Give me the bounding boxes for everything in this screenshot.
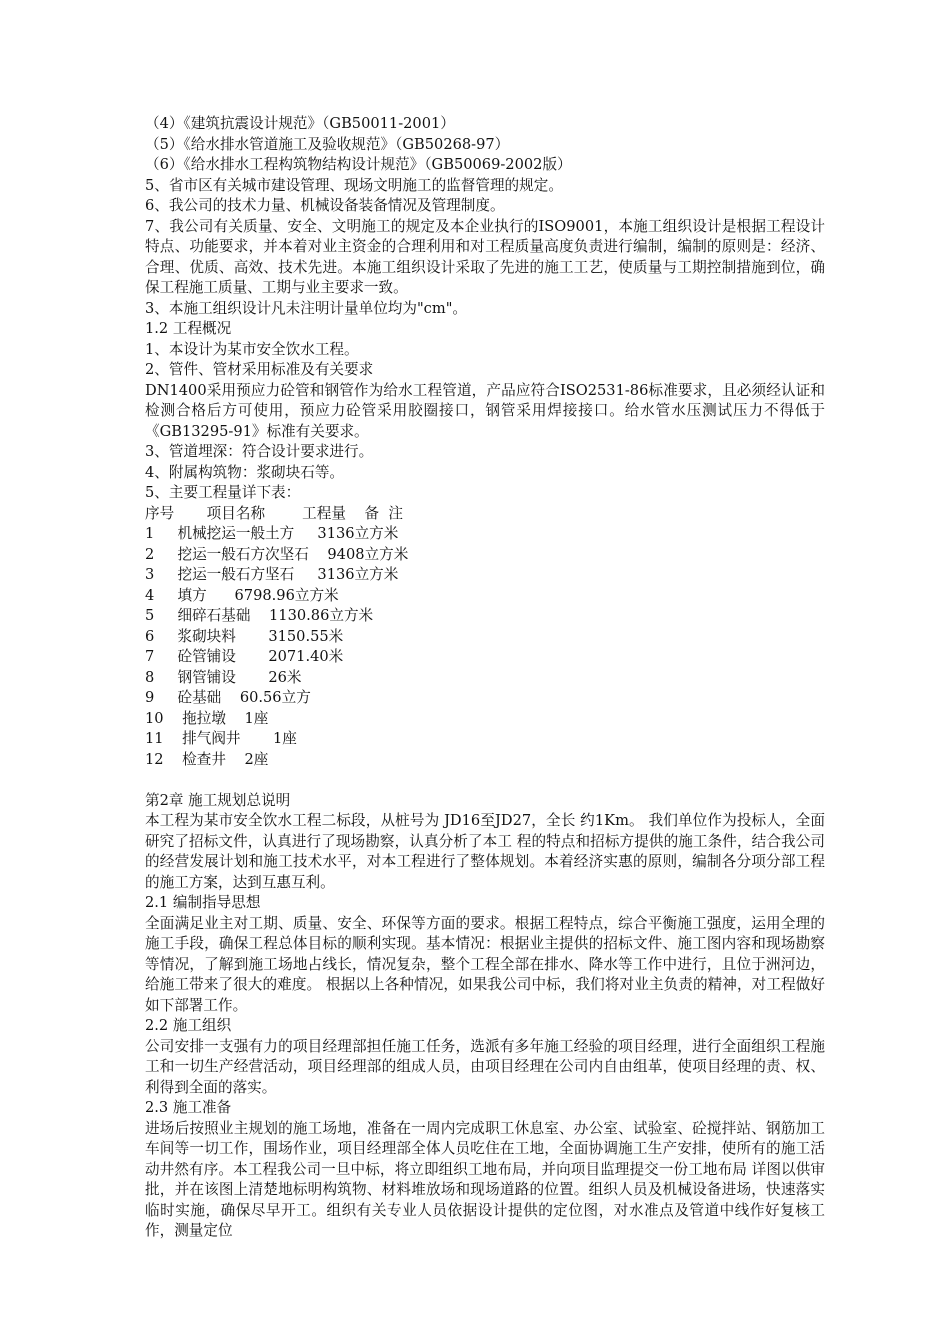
table-row: 12 检查井 2座 [145, 750, 269, 768]
overview-item-1: 1、本设计为某市安全饮水工程。 [145, 340, 359, 358]
table-row: 3 挖运一般石方坚石 3136立方米 [145, 566, 399, 583]
section-2-2-body: 公司安排一支强有力的项目经理部担任施工任务，选派有多年施工经验的项目经理，进行全面组织工程施工和一切生产经营活动，项目经理部的组成人员，由项目经理在公司内自由组革，使项目经理的责、权、利得到全面的落实。 [145, 1037, 825, 1096]
overview-item-5: 5、主要工程量详下表： [145, 484, 301, 501]
section-2-2-title: 2.2 施工组织 [145, 1017, 232, 1034]
pipe-requirements: DN1400采用预应力砼管和钢管作为给水工程管道，产品应符合ISO2531-86标准要求，且必须经认证和检测合格后方可使用，预应力砼管采用胶圈接口，钢管采用焊接接口。给水管水压测试压力不得低于《GB13295-91》标准有关要求。 [145, 381, 825, 440]
table-row: 2 挖运一般石方次坚石 9408立方米 [145, 545, 409, 563]
table-row: 9 砼基础 60.56立方 [145, 689, 311, 706]
table-row: 4 填方 6798.96立方米 [145, 586, 339, 604]
section-1-2-title: 1.2 工程概况 [145, 320, 232, 337]
table-row: 1 机械挖运一般土方 3136立方米 [145, 525, 399, 542]
table-row: 10 拖拉墩 1座 [145, 709, 269, 727]
section-2-3-body: 进场后按照业主规划的施工场地，准备在一周内完成职工休息室、办公室、试验室、砼搅拌站、钢筋加工车间等一切工作，围场作业，项目经理部全体人员吃住在工地，全面协调施工生产安排，使所有的施工活动井然有序。本工程我公司一旦中标，将立即组织工地布局，并向项目监理提交一份工地布局 详图以供审批，并在该图上清楚地标明构筑物、材料堆放场和现场道路的位置。组织人员及机械设备进场，快速落实临时实施，确保尽早开工。组织有关专业人员依据设计提供的定位图，对水准点及管道中线作好复核工作，测量定位 [145, 1119, 825, 1239]
basis-item-6: 6、我公司的技术力量、机械设备装备情况及管理制度。 [145, 197, 505, 214]
table-row: 8 钢管铺设 26米 [145, 668, 302, 686]
chapter-2-title: 第2章 施工规划总说明 [145, 791, 291, 809]
table-row: 7 砼管铺设 2071.40米 [145, 648, 344, 665]
quantity-table [145, 504, 825, 771]
spec-line-4: （4）《建筑抗震设计规范》（GB50011-2001） [145, 115, 455, 132]
section-2-3-title: 2.3 施工准备 [145, 1099, 232, 1116]
table-row: 5 细碎石基础 1130.86立方米 [145, 607, 374, 624]
document-page [145, 114, 825, 1242]
chapter-2-intro: 本工程为某市安全饮水工程二标段，从桩号为 JD16至JD27，全长 约1Km。 我们单位作为投标人，全面研究了招标文件，认真进行了现场勘察，认真分析了本工 程的特点和招标方提供的施工条件，结合我公司的经营发展计划和施工技术水平，对本工程进行了整体规划。本着经济实惠的原则，编制各分项分部工程的施工方案，达到互惠互利。 [145, 812, 825, 891]
basis-item-5: 5、省市区有关城市建设管理、现场文明施工的监督管理的规定。 [145, 176, 563, 194]
basis-item-7: 7、我公司有关质量、安全、文明施工的规定及本企业执行的ISO9001，本施工组织设计是根据工程设计特点、功能要求，并本着对业主资金的合理利用和对工程质量高度负责进行编制，编制的原则是：经济、合理、优质、高效、技术先进。本施工组织设计采取了先进的施工工艺，使质量与工期控制措施到位，确保工程施工质量、工期与业主要求一致。 [145, 217, 825, 296]
table-header: 序号 项目名称 工程量 备 注 [145, 504, 403, 522]
spec-line-5: （5）《给水排水管道施工及验收规范》（GB50268-97） [145, 135, 510, 153]
spec-line-6: （6）《给水排水工程构筑物结构设计规范》（GB50069-2002版） [145, 156, 572, 173]
section-2-1-body: 全面满足业主对工期、质量、安全、环保等方面的要求。根据工程特点，综合平衡施工强度，运用全理的施工手段，确保工程总体目标的顺利实现。基本情况：根据业主提供的招标文件、施工图内容和现场勘察等情况，了解到施工场地占线长，情况复杂，整个工程全部在排水、降水等工作中进行，且位于洲河边，给施工带来了很大的难度。 根据以上各种情况，如果我公司中标，我们将对业主负责的精神，对工程做好如下部署工作。 [145, 914, 825, 1014]
overview-item-3: 3、管道埋深：符合设计要求进行。 [145, 443, 374, 460]
blank-line [145, 770, 825, 791]
overview-item-2: 2、管件、管材采用标准及有关要求 [145, 361, 374, 378]
table-row: 11 排气阀井 1座 [145, 730, 297, 747]
table-row: 6 浆砌块料 3150.55米 [145, 627, 344, 645]
overview-item-4: 4、附属构筑物：浆砌块石等。 [145, 463, 345, 481]
unit-note: 3、本施工组织设计凡未注明计量单位均为"cm"。 [145, 299, 468, 317]
section-2-1-title: 2.1 编制指导思想 [145, 894, 261, 911]
